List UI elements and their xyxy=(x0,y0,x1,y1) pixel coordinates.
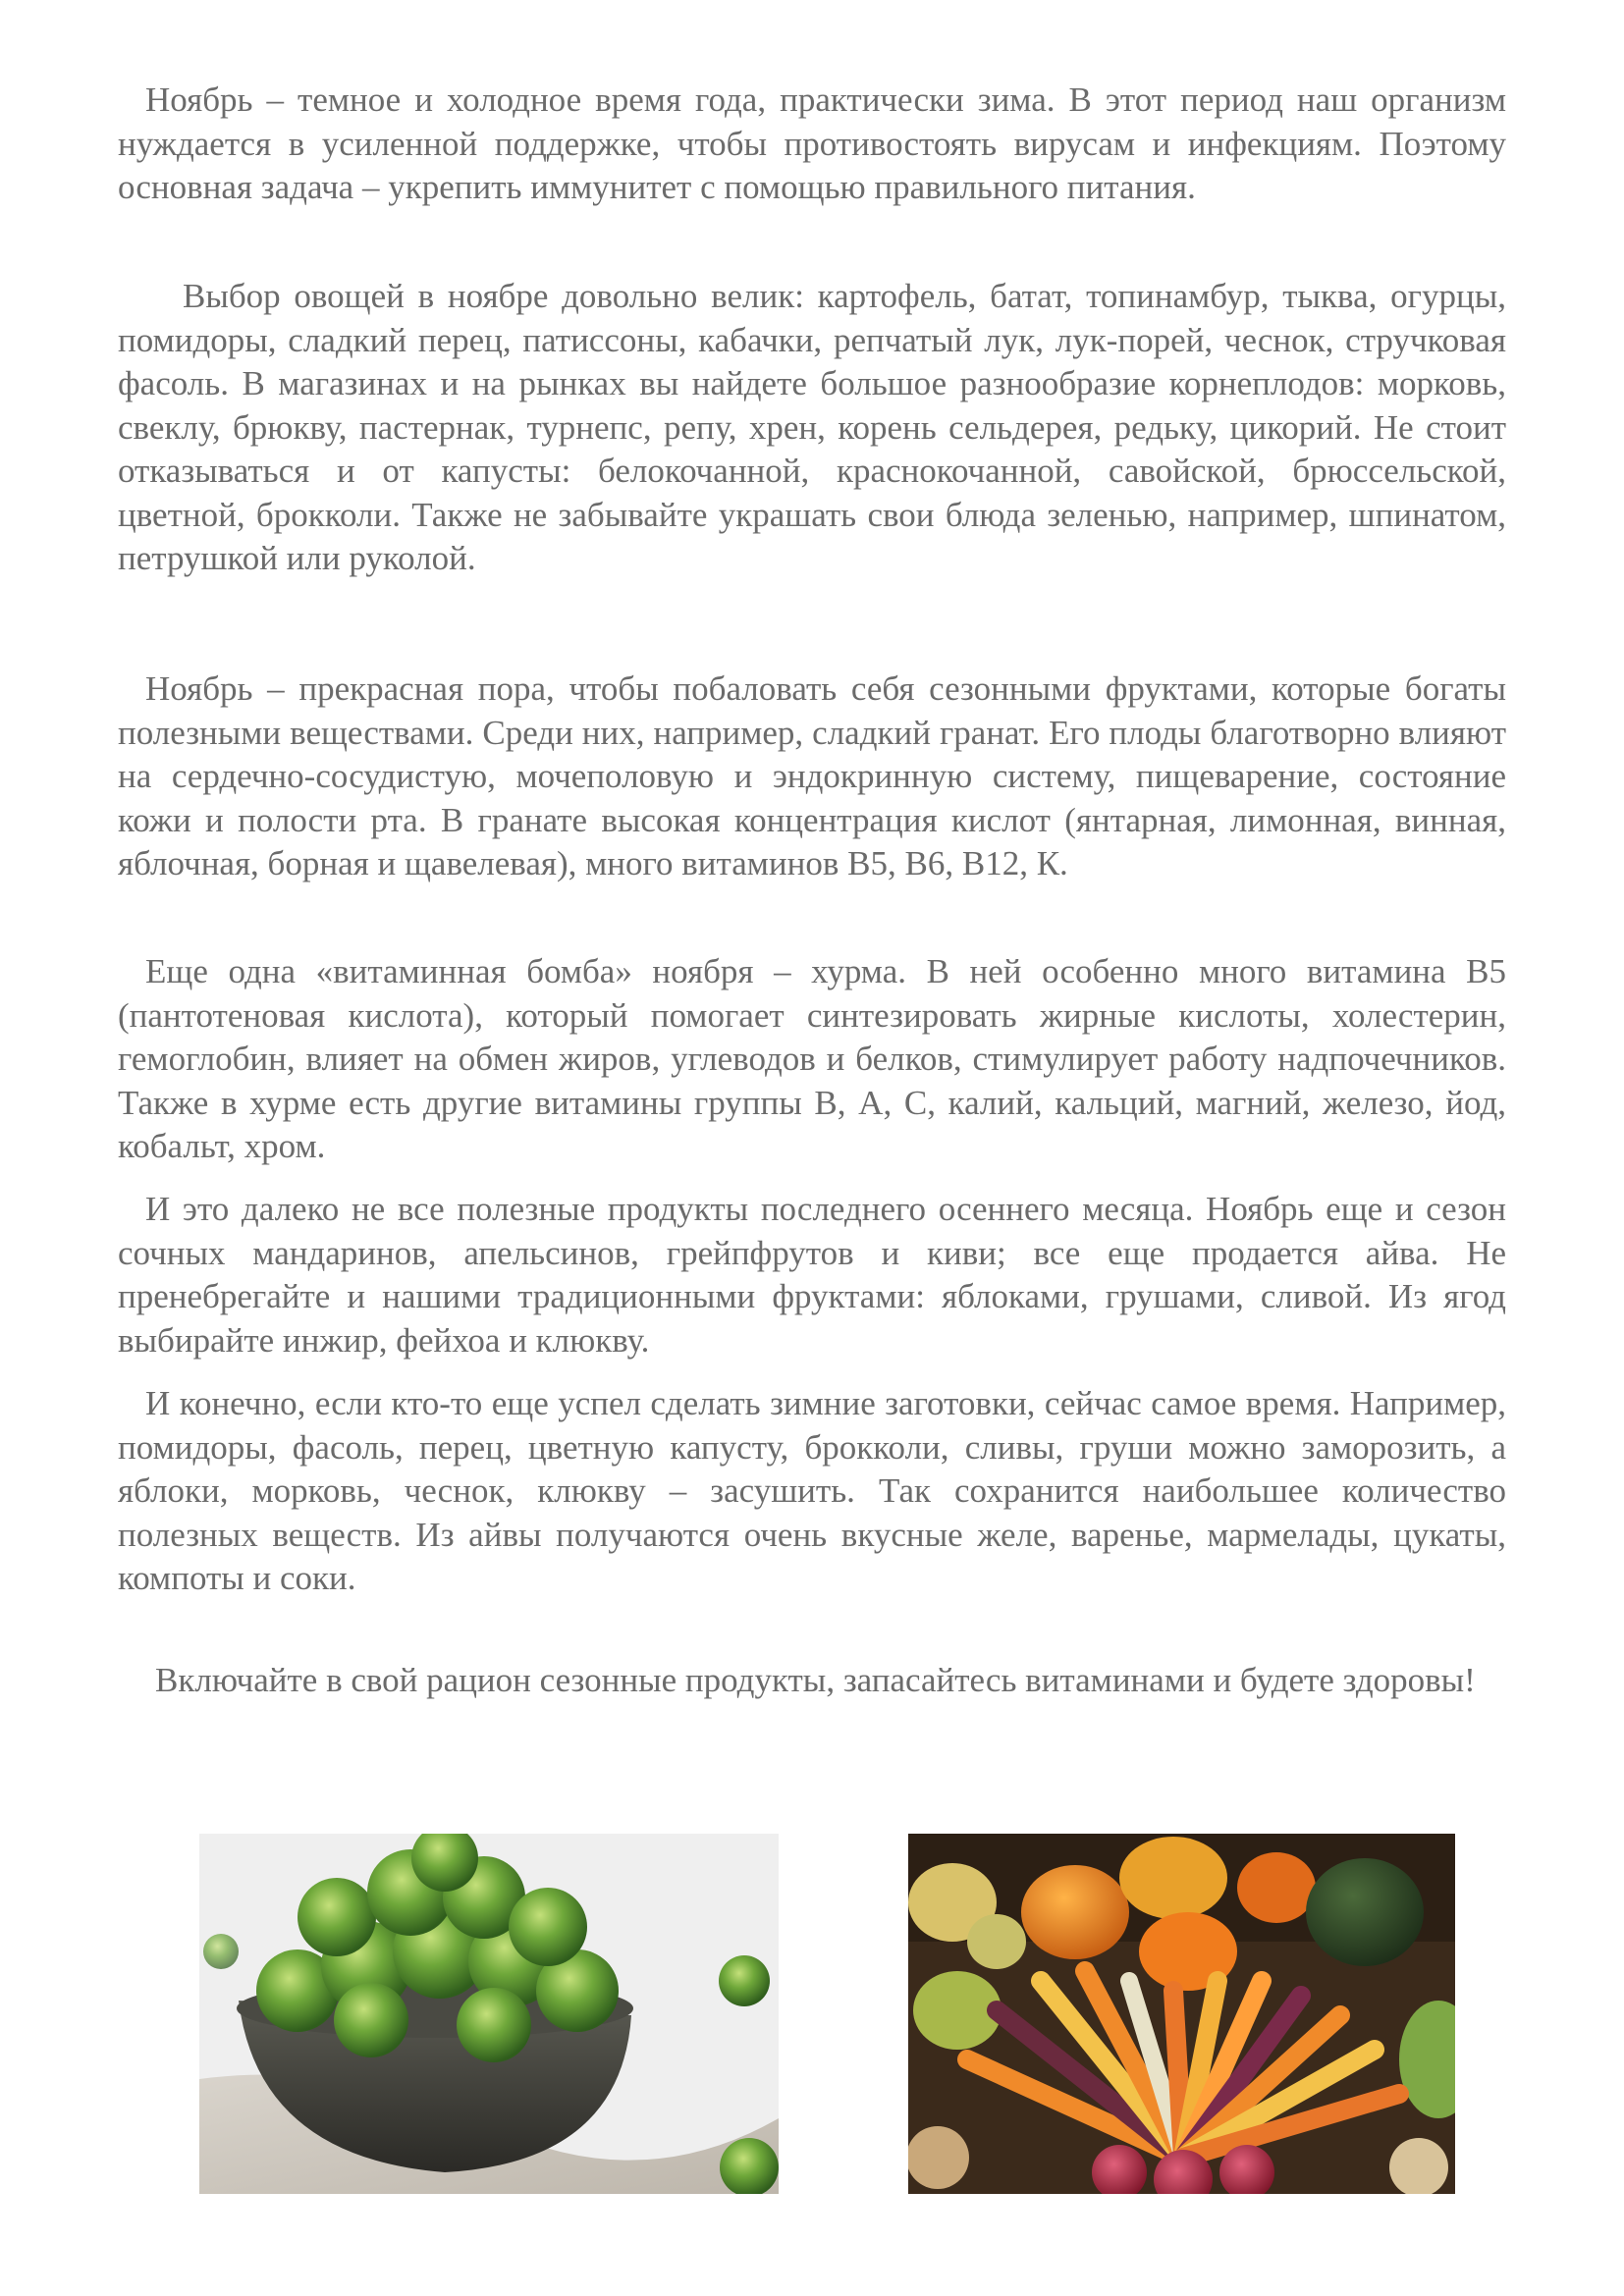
paragraph-conclusion xyxy=(118,1659,1506,1703)
paragraph-text: И это далеко не все полезные продукты последнего осеннего месяца. Ноябрь еще и сезон сочных мандаринов, апельсинов, грейпфрутов и киви; все еще продается айва. Не пренебрегайте и нашими традиционными фруктами: яблоками, грушами, сливой. Из ягод выбирайте инжир, фейхоа и клюкву. xyxy=(118,1190,1506,1360)
paragraph-text: Выбор овощей в ноябре довольно велик: картофель, батат, топинамбур, тыква, огурцы, помидоры, сладкий перец, патиссоны, кабачки, репчатый лук, лук-порей, чеснок, стручковая фасоль. В магазинах и на рынках вы найдете большое разнообразие корнеплодов: морковь, свеклу, брюкву, пастернак, турнепс, репу, хрен, корень сельдерея, редьку, цикорий. Не стоит отказываться и от капусты: белокочанной, краснокочанной, савойской, брюссельской, цветной, брокколи. Также не забывайте украшать свои блюда зеленью, например, шпинатом, петрушкой или руколой. xyxy=(118,277,1506,577)
autumn-vegetables-photo xyxy=(908,1834,1455,2194)
paragraph-text: Еще одна «витаминная бомба» ноября – хурма. В ней особенно много витамина В5 (пантотеновая кислота), который помогает синтезировать жирные кислоты, холестерин, гемоглобин, влияет на обмен жиров, углеводов и белков, стимулирует работу надпочечников. Также в хурме есть другие витамины группы В, А, С, калий, кальций, магний, железо, йод, кобальт, хром. xyxy=(118,952,1506,1165)
paragraph-text: И конечно, если кто-то еще успел сделать зимние заготовки, сейчас самое время. Например, помидоры, фасоль, перец, цветную капусту, брокколи, сливы, груши можно заморозить, а яблоки, морковь, чеснок, клюкву – засушить. Так сохранится наибольшее количество полезных веществ. Из айвы получаются очень вкусные желе, варенье, мармелады, цукаты, компоты и соки. xyxy=(118,1384,1506,1597)
paragraph-text: Ноябрь – темное и холодное время года, практически зима. В этот период наш организм нуждается в усиленной поддержке, чтобы противостоять вирусам и инфекциям. Поэтому основная задача – укрепить иммунитет с помощью правильного питания. xyxy=(118,80,1506,206)
paragraph-preserves xyxy=(118,1382,1506,1601)
paragraph-fruits xyxy=(118,1188,1506,1362)
paragraph-text: Ноябрь – прекрасная пора, чтобы побаловать себя сезонными фруктами, которые богаты полезными веществами. Среди них, например, сладкий гранат. Его плоды благотворно влияют на сердечно-сосудистую, мочеполовую и эндокринную систему, пищеварение, состояние кожи и полости рта. В гранате высокая концентрация кислот (янтарная, лимонная, винная, яблочная, борная и щавелевая), много витаминов В5, В6, В12, К. xyxy=(118,669,1506,882)
brussels-sprouts-bowl-photo xyxy=(199,1834,779,2194)
paragraph-vegetables xyxy=(118,275,1506,581)
paragraph-pomegranate xyxy=(118,667,1506,886)
vegetables-illustration xyxy=(908,1834,1455,2194)
paragraph-persimmon xyxy=(118,950,1506,1169)
brussels-sprouts-illustration xyxy=(199,1834,779,2194)
paragraph-text: Включайте в свой рацион сезонные продукты, запасайтесь витаминами и будете здоровы! xyxy=(155,1661,1476,1699)
paragraph-intro xyxy=(118,79,1506,210)
